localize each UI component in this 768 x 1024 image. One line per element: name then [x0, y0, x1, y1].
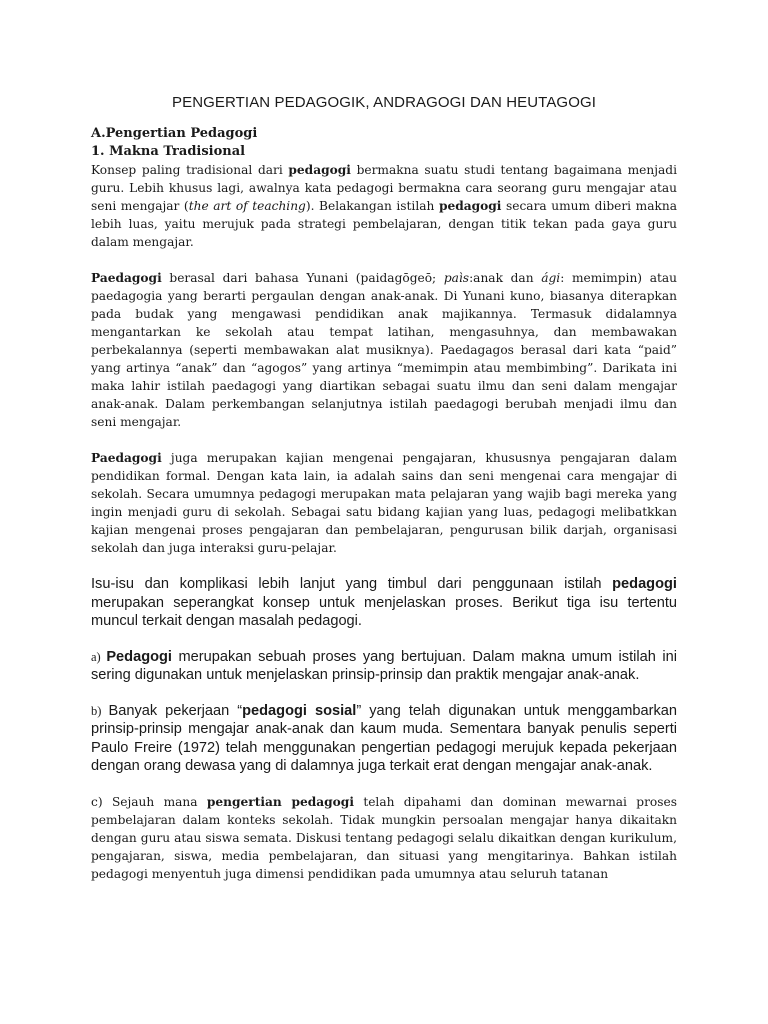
bold-term: pengertian pedagogi	[206, 794, 354, 809]
bold-term: pedagogi	[612, 576, 677, 592]
paragraph-etymology: Paedagogi berasal dari bahasa Yunani (paidagōgeō; paìs:anak dan ági: memimpin) atau paedagogia yang berarti pergaulan dengan anak-anak. Di Yunani kuno, biasanya diterapkan pada budak yang mengawasi pendidikan anak majikannya. Termasuk didalamnya mengantarkan ke sekolah atau tempat latihan, mengasuhnya, dan membawakan perbekalannya (seperti membawakan alat musiknya). Paedagagos berasal dari kata “paid” yang artinya “anak” dan “agogos” yang artinya “memimpin atau membimbing”. Darikata ini maka lahir istilah paedagogi yang diartikan sebagai suatu ilmu dan seni dalam mengajar anak-anak. Dalam perkembangan selanjutnya istilah paedagogi berubah menjadi ilmu dan seni mengajar.	[91, 271, 677, 429]
list-item-b: b) Banyak pekerjaan “pedagogi sosial” yang telah digunakan untuk menggambarkan prinsip-prinsip mengajar anak-anak dan kaum muda. Sementara banyak penulis seperti Paulo Freire (1972) telah menggunakan pengertian pedagogi merujuk kepada pekerjaan dengan orang dewasa yang di dalamnya juga terkait erat dengan mengajar anak-anak.	[91, 702, 678, 774]
paragraph-issues-intro: Isu-isu dan komplikasi lebih lanjut yang timbul dari penggunaan istilah pedagogi merupakan seperangkat konsep untuk menjelaskan proses. Berikut tiga isu tertentu muncul terkait dengan masalah pedagogi.	[91, 576, 677, 629]
list-item-a: a) Pedagogi merupakan sebuah proses yang bertujuan. Dalam makna umum istilah ini sering digunakan untuk menjelaskan prinsip-prinsip dan praktik mengajar anak-anak.	[91, 648, 677, 683]
paragraph-traditional-meaning: Konsep paling tradisional dari pedagogi bermakna suatu studi tentang bagaimana menjadi guru. Lebih khusus lagi, awalnya kata pedagogi bermakna cara seorang guru mengajar atau seni mengajar (the art of teaching). Belakangan istilah pedagogi secara umum diberi makna lebih luas, yaitu merujuk pada strategi pembelajaran, dengan titik tekan pada gaya guru dalam mengajar.	[91, 163, 677, 249]
list-marker: c)	[91, 794, 112, 809]
italic-term: ági	[541, 271, 561, 285]
bold-term: Paedagogi	[91, 271, 162, 285]
bold-term: pedagogi	[288, 163, 351, 177]
bold-term: Pedagogi	[106, 648, 172, 665]
list-marker: a)	[91, 649, 107, 664]
paragraph-formal-education: Paedagogi juga merupakan kajian mengenai pengajaran, khususnya pengajaran dalam pendidikan formal. Dengan kata lain, ia adalah sains dan seni mengenai cara mengajar di sekolah. Secara umumnya pedagogi merupakan mata pelajaran yang wajib bagi mereka yang ingin menjadi guru di sekolah. Sebagai satu bidang kajian yang luas, pedagogi melibatkkan kajian mengenai proses pengajaran dan pembelajaran, pengurusan bilik darjah, organisasi sekolah dan juga interaksi guru-pelajar.	[91, 451, 677, 555]
document-page	[91, 94, 677, 883]
bold-term: pedagogi	[438, 199, 502, 213]
document-title: PENGERTIAN PEDAGOGIK, ANDRAGOGI DAN HEUTAGOGI	[171, 94, 597, 111]
list-item-c: c) Sejauh mana pengertian pedagogi telah dipahami dan dominan mewarnai proses pembelajaran dalam konteks sekolah. Tidak mungkin persoalan mengajar hanya dikaitakn dengan guru atau siswa semata. Diskusi tentang pedagogi selalu dikaitkan dengan kurikulum, pengajaran, siswa, media pembelajaran, dan situasi yang mengitarinya. Bahkan istilah pedagogi menyentuh juga dimensi pendidikan pada umumnya atau seluruh tatanan	[91, 794, 677, 881]
italic-term: paìs	[443, 271, 470, 285]
bold-term: Paedagogi	[91, 451, 162, 465]
bold-term: pedagogi sosial	[242, 702, 357, 719]
section-heading-a: A.Pengertian Pedagogi	[91, 126, 258, 141]
list-marker: b)	[91, 703, 109, 718]
italic-term: the art of teaching	[188, 199, 306, 213]
subsection-heading-1: 1. Makna Tradisional	[91, 144, 246, 159]
